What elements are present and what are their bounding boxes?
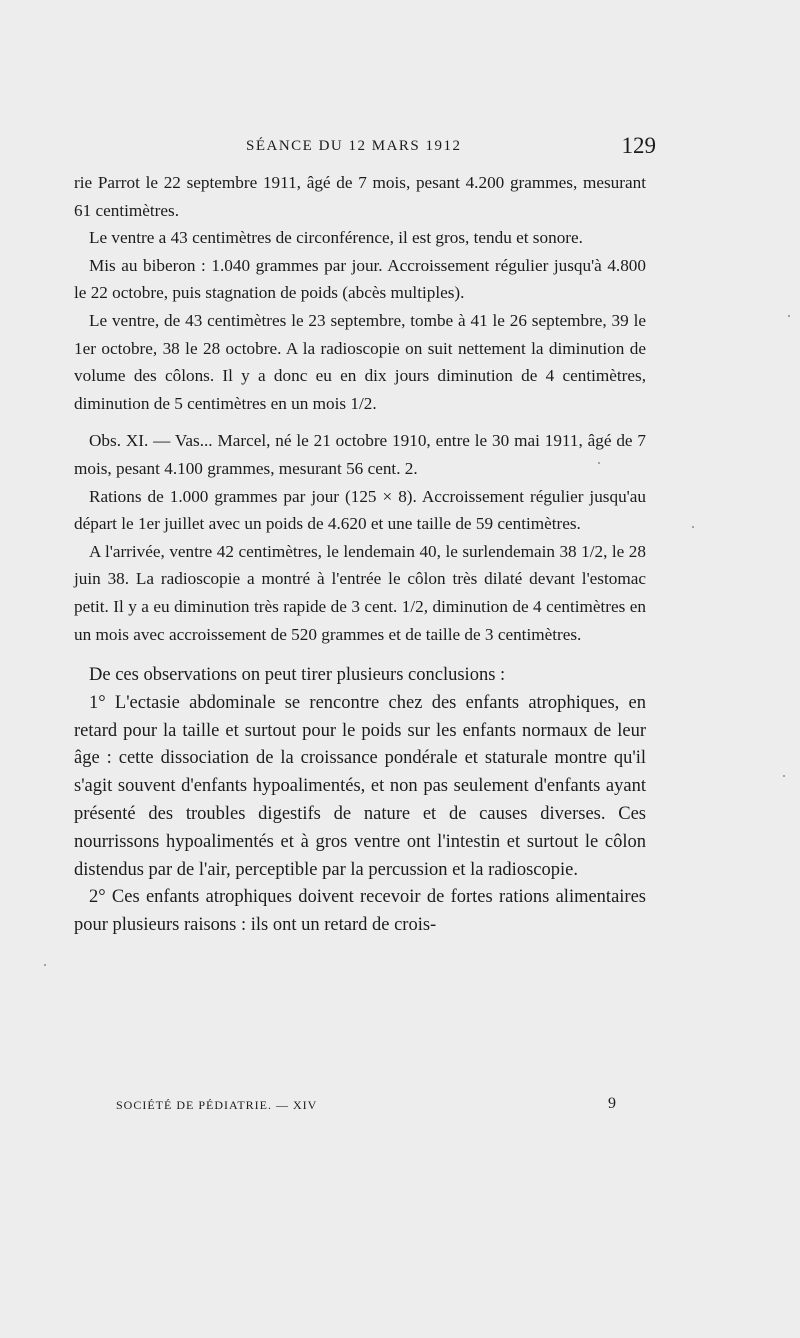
paragraph: Le ventre a 43 centimètres de circonférence, il est gros, tendu et sonore. [89, 228, 583, 248]
conclusion-2: 2° Ces enfants atrophiques doivent recevoir de fortes rations alimentaires pour plusieurs raisons : ils ont un retard de crois- [74, 887, 646, 936]
paragraph: A l'arrivée, ventre 42 centimètres, le lendemain 40, le surlendemain 38 1/2, le 28 juin 38. La radioscopie a montré à l'entrée le côlon très dilaté devant l'estomac petit. Il y a eu diminution très rapide de 3 cent. 1/2, diminution de 4 centimètres en un mois avec accroissement de 520 grammes et de taille de 3 centimètres. [74, 541, 646, 644]
scan-speck [692, 526, 694, 528]
scan-speck [598, 462, 600, 464]
paragraph: rie Parrot le 22 septembre 1911, âgé de 7 mois, pesant 4.200 grammes, mesurant 61 centimètres. [74, 173, 646, 220]
page-footer [116, 1095, 616, 1113]
paragraph: Rations de 1.000 grammes par jour (125 × 8). Accroissement régulier jusqu'au départ le 1er juillet avec un poids de 4.620 et une taille de 59 centimètres. [74, 486, 646, 534]
scan-speck [44, 964, 46, 966]
paragraph: Le ventre, de 43 centimètres le 23 septembre, tombe à 41 le 26 septembre, 39 le 1er octobre, 38 le 28 octobre. A la radioscopie on suit nettement la diminution de volume des côlons. Il y a donc eu en dix jours diminution de 4 centimètres, diminution de 5 centimètres en un mois 1/2. [74, 310, 646, 413]
running-title: SÉANCE DU 12 MARS 1912 [246, 138, 462, 154]
page-header [60, 133, 660, 163]
conclusion-1: 1° L'ectasie abdominale se rencontre chez des enfants atrophiques, en retard pour la taille et surtout pour le poids sur les enfants normaux de leur âge : cette dissociation de la croissance pondérale et staturale montre qu'il s'agit souvent d'enfants hypoalimentés, et non pas seulement d'enfants ayant présenté des troubles digestifs de nature et de causes diverses. Ces nourrissons hypoalimentés et à gros ventre ont l'intestin et surtout le côlon distendus par de l'air, perceptible par la percussion et la radioscopie. [74, 692, 646, 880]
page-number: 129 [621, 133, 656, 158]
paragraph: Mis au biberon : 1.040 grammes par jour. Accroissement régulier jusqu'à 4.800 le 22 octobre, puis stagnation de poids (abcès multiples). [74, 255, 646, 303]
sheet-signature: 9 [608, 1095, 616, 1112]
scan-speck [788, 315, 790, 317]
body-text [74, 169, 646, 940]
conclusions-intro: De ces observations on peut tirer plusieurs conclusions : [89, 665, 506, 686]
journal-signature: SOCIÉTÉ DE PÉDIATRIE. — XIV [116, 1098, 318, 1112]
scan-speck [783, 775, 785, 777]
observation-heading-paragraph: Obs. XI. — Vas... Marcel, né le 21 octobre 1910, entre le 30 mai 1911, âgé de 7 mois, pesant 4.100 grammes, mesurant 56 cent. 2. [74, 431, 646, 478]
